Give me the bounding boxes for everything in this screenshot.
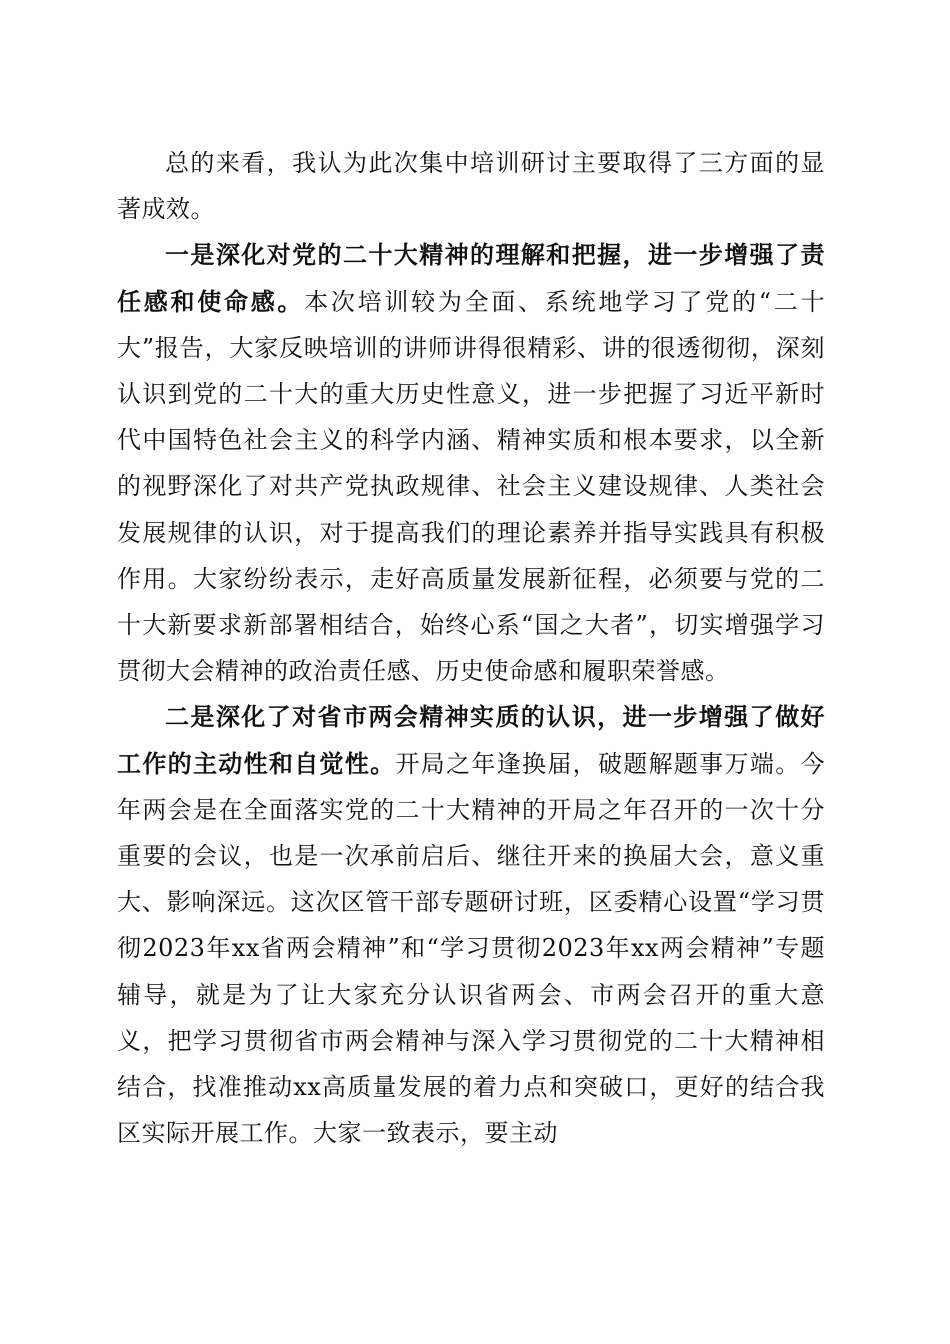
paragraph-lead: 一是深化对党的二十大精神的理解和把握，进一步增强了责任感和使命感。 (117, 240, 825, 316)
paragraph-text: 总的来看，我认为此次集中培训研讨主要取得了三方面的显著成效。 (117, 149, 825, 224)
paragraph-text: 本次培训较为全面、系统地学习了党的“二十大”报告，大家反映培训的讲师讲得很精彩、讲的很透彻彻，深刻认识到党的二十大的重大历史性意义，进一步把握了习近平新时代中国特色社会主义的科学内涵、精神实质和根本要求，以全新的视野深化了对共产党执政规律、社会主义建设规律、人类社会发展规律的认识，对于提高我们的理论素养并指导实践具有积极作用。大家纷纷表示，走好高质量发展新征程，必须要与党的二十大新要求新部署相结合，始终心系“国之大者”，切实增强学习贯彻大会精神的政治责任感、历史使命感和履职荣誉感。 (117, 287, 826, 686)
paragraph-text: 开局之年逢换届，破题解题事万端。今年两会是在全面落实党的二十大精神的开局之年召开的一次十分重要的会议，也是一次承前启后、继往开来的换届大会，意义重大、影响深远。这次区管干部专题研讨班，区委精心设置“学习贯彻2023年xx省两会精神”和“学习贯彻2023年xx两会精神”专题辅导，就是为了让大家充分认识省两会、市两会召开的重大意义，把学习贯彻省市两会精神与深入学习贯彻党的二十大精神相结合，找准推动xx高质量发展的着力点和突破口，更好的结合我区实际开展工作。大家一致表示，要主动 (117, 749, 826, 1148)
paragraph-summary (117, 140, 825, 232)
document-body (117, 140, 825, 1156)
paragraph-lead: 二是深化了对省市两会精神实质的认识，进一步增强了做好工作的主动性和自觉性。 (117, 702, 825, 778)
paragraph-point-one (117, 232, 825, 694)
paragraph-point-two (117, 694, 825, 1156)
